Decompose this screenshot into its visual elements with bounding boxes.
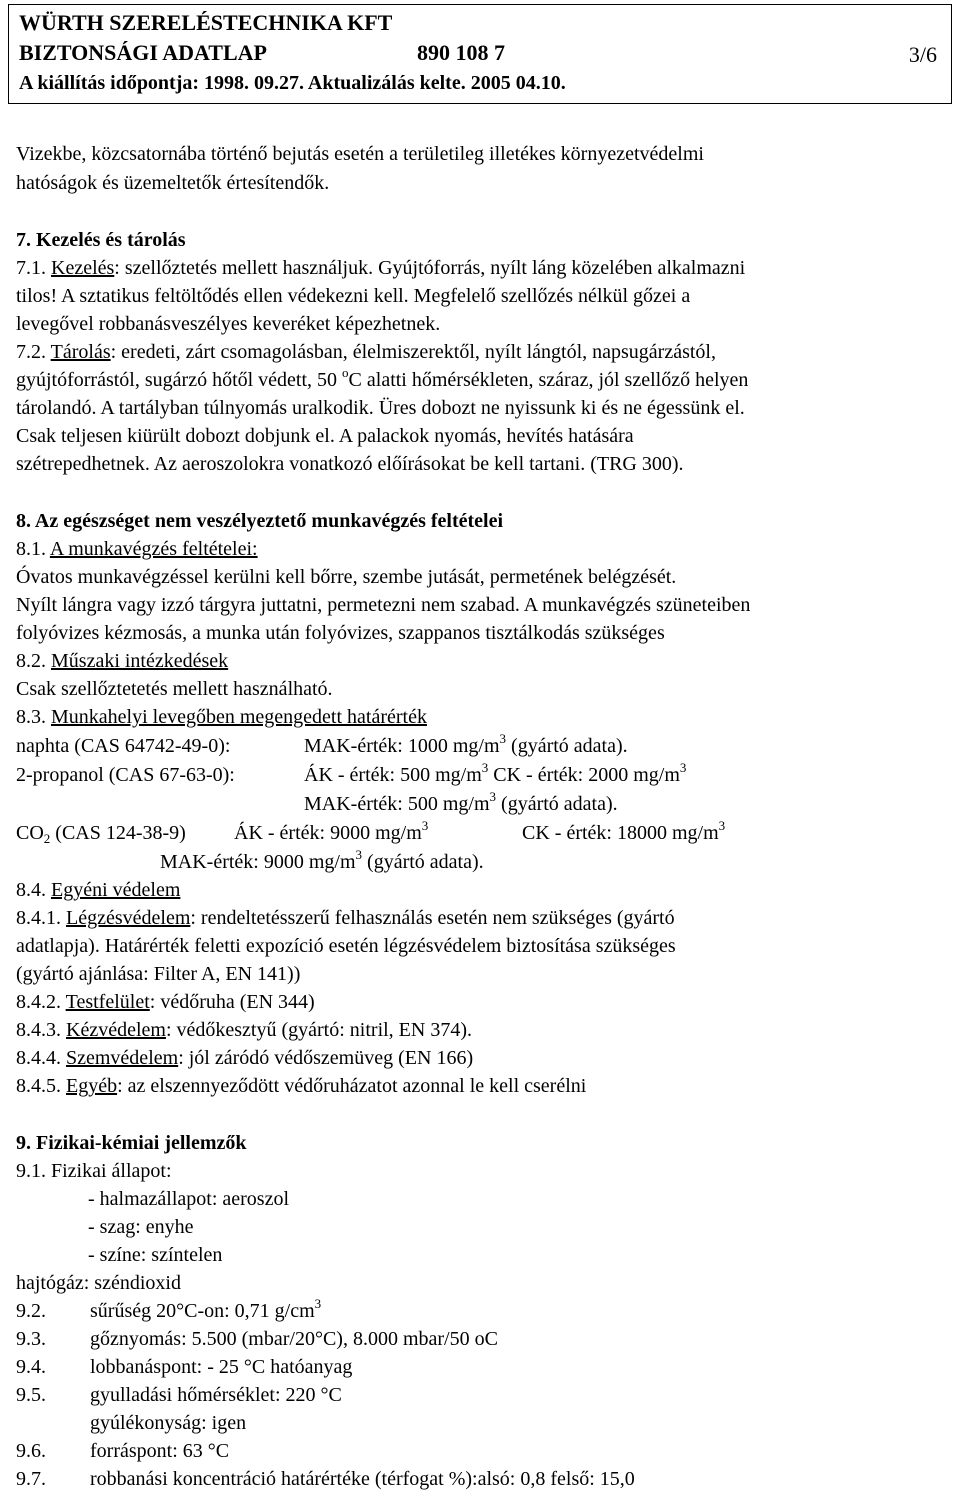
co2-ak [234, 818, 429, 845]
s8-4-4-number: 8.4.4. [16, 1047, 66, 1069]
property-number: 9.3. [16, 1328, 46, 1350]
s7-2-number: 7.2. [16, 341, 51, 363]
s7-2-line-2 [16, 365, 749, 392]
cube-sup: 3 [679, 760, 687, 775]
s7-2-line-4: Csak teljesen kiürült dobozt dobjunk el. A palackok nyomás, hevítés hatására [16, 425, 634, 447]
propanol-ck: CK - érték: 2000 mg/m [488, 764, 680, 786]
degree-sup: o [342, 365, 349, 380]
co2-ak-value: ÁK - érték: 9000 mg/m [234, 822, 422, 844]
co2-mak [160, 847, 484, 874]
document-dates: A kiállítás időpontja: 1998. 09.27. Aktualizálás kelte. 2005 04.10. [19, 72, 566, 94]
s8-4-heading [16, 878, 180, 902]
s8-4-1-number: 8.4.1. [16, 907, 66, 929]
cube-sup: 3 [718, 818, 726, 833]
property-row [16, 1439, 229, 1463]
property-text: gőznyomás: 5.500 (mbar/20°C), 8.000 mbar/50 oC [90, 1328, 498, 1350]
propanol-ak: ÁK - érték: 500 mg/m [304, 764, 482, 786]
property-text: robbanási koncentráció határértéke (térfogat %):alsó: 0,8 felső: 15,0 [90, 1468, 635, 1490]
s8-2-line-1: Csak szellőztetetés mellett használható. [16, 678, 333, 700]
s8-4-2-line [16, 990, 315, 1014]
s8-2-label: Műszaki intézkedések [51, 650, 229, 672]
co2-cas: (CAS 124-38-9) [50, 822, 186, 844]
naphta-name: naphta (CAS 64742-49-0): [16, 735, 231, 757]
s7-1-line-1 [16, 256, 745, 280]
property-text: forráspont: 63 °C [90, 1440, 230, 1462]
section-7-title: 7. Kezelés és tárolás [16, 229, 186, 251]
s7-1-line-2: tilos! A sztatikus feltöltődés ellen védekezni kell. Megfelelő szellőzés nélkül gőzei a [16, 285, 691, 307]
s7-2-line-2b: C alatti hőmérsékleten, száraz, jól szellőző helyen [348, 369, 749, 391]
s8-4-2-text: : védőruha (EN 344) [149, 991, 315, 1013]
property-row [16, 1296, 322, 1323]
s8-4-4-label: Szemvédelem [66, 1047, 179, 1069]
s7-2-line-3: tárolandó. A tartályban túlnyomás uralkodik. Üres dobozt ne nyissunk ki és ne égessünk el. [16, 397, 745, 419]
intro-line-1: Vizekbe, közcsatornába történő bejutás esetén a területileg illetékes környezetvédelmi [16, 143, 704, 165]
s7-2-line-5: szétrepedhetnek. Az aeroszolokra vonatkozó előírásokat be kell tartani. (TRG 300). [16, 453, 684, 475]
s8-1-line-1: Óvatos munkavégzéssel kerülni kell bőrre, szembe jutását, permetének belégzését. [16, 566, 677, 588]
s8-4-3-number: 8.4.3. [16, 1019, 66, 1041]
cube-sup: 3 [355, 847, 363, 862]
property-number: 9.6. [16, 1440, 46, 1462]
propanol-limits [304, 760, 687, 787]
property-text: gyúlékonyság: igen [90, 1412, 247, 1434]
cube-sup: 3 [481, 760, 489, 775]
cube-sup: 3 [314, 1296, 322, 1311]
co2-ck [522, 818, 726, 845]
s7-1-label: Kezelés [51, 257, 115, 279]
s8-3-number: 8.3. [16, 706, 51, 728]
s8-3-label: Munkahelyi levegőben megengedett határérték [51, 706, 427, 728]
s8-4-5-text: : az elszennyeződött védőruházatot azonnal le kell cserélni [117, 1075, 587, 1097]
s7-2-line-2a: gyújtóforrástól, sugárzó hőtől védett, 50 [16, 369, 343, 391]
s8-4-1-line-1 [16, 906, 675, 930]
s8-4-4-text: : jól záródó védőszemüveg (EN 166) [178, 1047, 474, 1069]
co2-ck-value: CK - érték: 18000 mg/m [522, 822, 719, 844]
s7-2-label: Tárolás [50, 341, 111, 363]
s7-2-text: : eredeti, zárt csomagolásban, élelmiszerektől, nyílt lángtól, napsugárzástól, [110, 341, 716, 363]
section-9-title: 9. Fizikai-kémiai jellemzők [16, 1132, 247, 1154]
s8-4-3-label: Kézvédelem [66, 1019, 166, 1041]
propellant-line: hajtógáz: széndioxid [16, 1272, 181, 1294]
smell-line: - szag: enyhe [88, 1216, 194, 1238]
s9-1-heading: 9.1. Fizikai állapot: [16, 1160, 172, 1182]
color-line: - színe: színtelen [88, 1244, 223, 1266]
property-text: gyulladási hőmérséklet: 220 °C [90, 1384, 342, 1406]
s7-2-line-1 [16, 340, 716, 364]
s8-4-1-line-3: (gyártó ajánlása: Filter A, EN 141)) [16, 963, 301, 985]
s7-1-text: : szellőztetés mellett használjuk. Gyújtóforrás, nyílt láng közelében alkalmazni [114, 257, 746, 279]
naphta-value: MAK-érték: 1000 mg/m [304, 735, 500, 757]
s8-4-4-line [16, 1046, 473, 1070]
co2-mak-suffix: (gyártó adata). [362, 851, 484, 873]
s8-1-line-3: folyóvizes kézmosás, a munka után folyóvizes, szappanos tisztálkodás szükséges [16, 622, 665, 644]
naphta-limit [304, 731, 628, 758]
propanol-mak-suffix: (gyártó adata). [496, 793, 618, 815]
s8-4-3-text: : védőkesztyű (gyártó: nitril, EN 374). [165, 1019, 472, 1041]
co2-subscript: 2 [43, 831, 51, 846]
s8-2-number: 8.2. [16, 650, 51, 672]
property-number: 9.2. [16, 1300, 46, 1322]
naphta-suffix: (gyártó adata). [506, 735, 628, 757]
company-name: WÜRTH SZERELÉSTECHNIKA KFT [19, 10, 393, 35]
document-title: BIZTONSÁGI ADATLAP [19, 40, 267, 65]
propanol-mak [304, 789, 618, 816]
property-number: 9.7. [16, 1468, 46, 1490]
s8-4-label: Egyéni védelem [51, 879, 181, 901]
s8-4-3-line [16, 1018, 472, 1042]
s8-4-number: 8.4. [16, 879, 51, 901]
property-row [16, 1467, 635, 1491]
co2-prefix: CO [16, 822, 44, 844]
s8-4-5-label: Egyéb [66, 1075, 118, 1097]
property-row [16, 1327, 498, 1351]
property-number: 9.4. [16, 1356, 46, 1378]
page-number: 3/6 [908, 42, 937, 67]
s8-4-5-number: 8.4.5. [16, 1075, 66, 1097]
state-line: - halmazállapot: aeroszol [88, 1188, 290, 1210]
cube-sup: 3 [489, 789, 497, 804]
s8-4-5-line [16, 1074, 586, 1098]
s8-4-1-label: Légzésvédelem [66, 907, 191, 929]
co2-name [16, 821, 186, 845]
s8-4-2-number: 8.4.2. [16, 991, 66, 1013]
s8-1-heading [16, 537, 258, 561]
s8-2-heading [16, 649, 228, 673]
cube-sup: 3 [499, 731, 507, 746]
property-row [16, 1355, 352, 1379]
s8-1-label: A munkavégzés feltételei: [49, 538, 258, 560]
intro-line-2: hatóságok és üzemeltetők értesítendők. [16, 172, 330, 194]
s7-1-line-3: levegővel robbanásveszélyes keveréket képezhetnek. [16, 313, 441, 335]
cube-sup: 3 [421, 818, 429, 833]
propanol-mak-value: MAK-érték: 500 mg/m [304, 793, 490, 815]
section-8-title: 8. Az egészséget nem veszélyeztető munkavégzés feltételei [16, 510, 504, 532]
s8-1-line-2: Nyílt lángra vagy izzó tárgyra juttatni, permetezni nem szabad. A munkavégzés szüneteiben [16, 594, 751, 616]
propanol-name: 2-propanol (CAS 67-63-0): [16, 764, 235, 786]
s8-4-2-label: Testfelület [65, 991, 150, 1013]
property-row [16, 1383, 342, 1407]
s8-4-1-line-2: adatlapja). Határérték feletti expozíció esetén légzésvédelem biztosítása szükséges [16, 935, 676, 957]
co2-mak-value: MAK-érték: 9000 mg/m [160, 851, 356, 873]
document-header [8, 4, 952, 104]
property-row [16, 1411, 246, 1435]
property-number: 9.5. [16, 1384, 46, 1406]
property-text: lobbanáspont: - 25 °C hatóanyag [90, 1356, 353, 1378]
property-text: sűrűség 20°C-on: 0,71 g/cm [90, 1300, 315, 1322]
s8-3-heading [16, 705, 427, 729]
s7-1-number: 7.1. [16, 257, 51, 279]
product-code: 890 108 7 [417, 40, 505, 65]
s8-4-1-text: : rendeltetésszerű felhasználás esetén nem szükséges (gyártó [190, 907, 675, 929]
s8-1-number: 8.1. [16, 538, 50, 560]
